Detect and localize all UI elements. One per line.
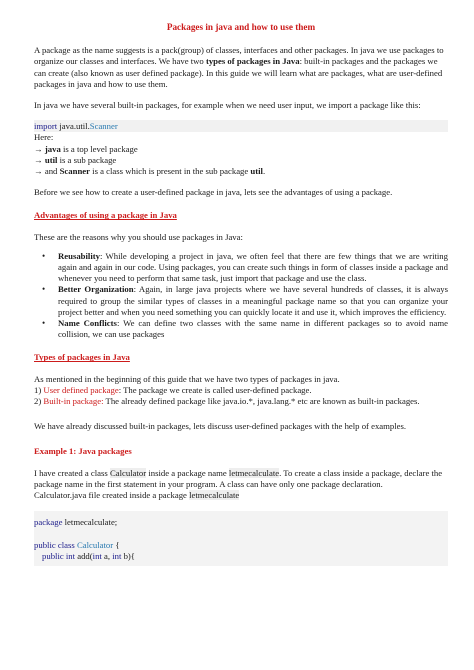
type-name: Built-in package:	[43, 396, 104, 407]
code-text: a,	[101, 550, 113, 561]
before-paragraph: Before we see how to create a user-defined package in java, lets see the advantages of using a package.	[34, 187, 393, 198]
intro-paragraph	[34, 45, 448, 90]
types-heading: Types of packages in Java	[34, 352, 130, 363]
code-line-class	[34, 540, 448, 551]
list-item	[42, 250, 448, 285]
here-item-text: is a sub package	[57, 154, 117, 165]
intro-text-bold: types of packages in Java	[205, 56, 300, 67]
here-item-term-2: util	[250, 166, 263, 177]
here-item-end: .	[262, 166, 266, 177]
here-label: Here:	[34, 132, 54, 143]
here-item-term: Scanner	[59, 166, 90, 177]
example-package-name: letmecalculate	[228, 467, 280, 478]
code-keyword: public class	[34, 539, 75, 550]
discussed-paragraph: We have already discussed built-in packages, lets discuss user-defined packages with the help of examples.	[34, 421, 407, 432]
here-item-scanner	[34, 166, 448, 177]
file-paragraph	[34, 490, 448, 501]
code-class: Calculator	[74, 539, 114, 550]
here-item-text: is a class which is present in the sub package	[89, 166, 251, 177]
code-text: add(	[75, 550, 93, 561]
advantage-term: Better Organization	[58, 284, 134, 295]
page-title: Packages in java and how to use them	[166, 22, 316, 32]
intro-text-2: : built-in packages and the packages we can create (also known as user defined package). In this guide we will learn what are packages, what are user-defined packages in java and how to use them.	[34, 56, 443, 89]
code-text: {	[113, 539, 120, 550]
code-block	[34, 511, 448, 566]
code-text: letmecalculate;	[62, 517, 118, 528]
intro-text-1: A package as the name suggests is a pack(group) of classes, interfaces and other packages. In java we use packages to organize our classes and interfaces. We have two	[34, 45, 444, 67]
bullet-icon: •	[42, 250, 46, 261]
import-code-line	[34, 120, 448, 132]
code-keyword: int	[92, 550, 102, 561]
type-number: 1)	[34, 384, 44, 395]
here-item-java	[34, 144, 448, 155]
import-class: Scanner	[89, 121, 118, 132]
code-text: b){	[121, 550, 135, 561]
advantages-heading: Advantages of using a package in Java	[34, 210, 177, 221]
code-line-package	[34, 517, 448, 528]
list-item	[42, 318, 448, 340]
bullet-icon: •	[42, 318, 46, 329]
here-item-text: is a top level package	[60, 143, 138, 154]
code-keyword: int	[112, 550, 122, 561]
type-text: The already defined package like java.io.*, java.lang.* etc are known as built-in packages.	[103, 396, 420, 407]
advantages-list	[34, 251, 448, 341]
example-text: . To create a class inside a package, declare the package name in the first statement in your program. A class can have only one package declaration.	[34, 467, 443, 489]
bullet-icon: •	[42, 284, 46, 295]
type-item-built-in	[34, 396, 448, 407]
advantage-text: : We can define two classes with the same name in different packages so to avoid name collision, we can use packages	[58, 318, 448, 340]
type-item-user-defined	[34, 385, 448, 396]
code-keyword: package	[34, 517, 63, 528]
arrow-glyph: →	[34, 154, 45, 165]
import-keyword: import	[34, 121, 58, 132]
code-line-method	[34, 551, 448, 562]
example-paragraph	[34, 468, 448, 490]
type-text: : The package we create is called user-defined package.	[118, 384, 312, 395]
type-number: 2)	[34, 396, 44, 407]
import-package: java.util.	[57, 121, 90, 132]
type-name: User defined package	[43, 384, 119, 395]
list-item	[42, 284, 448, 318]
types-intro: As mentioned in the beginning of this guide that we have two types of packages in java.	[34, 373, 340, 384]
code-keyword: public int	[42, 550, 76, 561]
here-item-util	[34, 155, 448, 166]
example-text: I have created a class	[34, 467, 110, 478]
example-heading: Example 1: Java packages	[34, 446, 132, 457]
advantage-text: : While developing a project in java, we often feel that there are few things that we are writing again and again in our code. Using packages, you can create such things in form of classes inside a package and whenever you need to perform that same task, just import that package and use the class.	[58, 250, 448, 284]
code-line-blank	[34, 528, 448, 539]
file-text: Calculator.java file created inside a package	[34, 490, 190, 501]
example-text: inside a package name	[146, 467, 229, 478]
builtin-intro-paragraph: In java we have several built-in packages, for example when we need user input, we import a package like this:	[34, 100, 421, 111]
here-item-term: java	[44, 143, 61, 154]
advantages-intro: These are the reasons why you should use packages in Java:	[34, 231, 243, 242]
arrow-glyph: →	[34, 143, 45, 154]
here-item-term: util	[44, 154, 58, 165]
advantage-text: : Again, in large java projects where we have several hundreds of classes, it is always required to group the similar types of classes in a meaningful package name so that you can organize your project better and when you need something you can quickly locate it and use it, which improves the efficiency.	[58, 284, 448, 317]
file-package-name: letmecalculate	[189, 490, 240, 501]
example-class-name: Calculator	[109, 467, 147, 478]
advantage-term: Reusability	[58, 250, 100, 261]
arrow-glyph: → and	[34, 166, 60, 177]
advantage-term: Name Conflicts	[58, 318, 117, 329]
